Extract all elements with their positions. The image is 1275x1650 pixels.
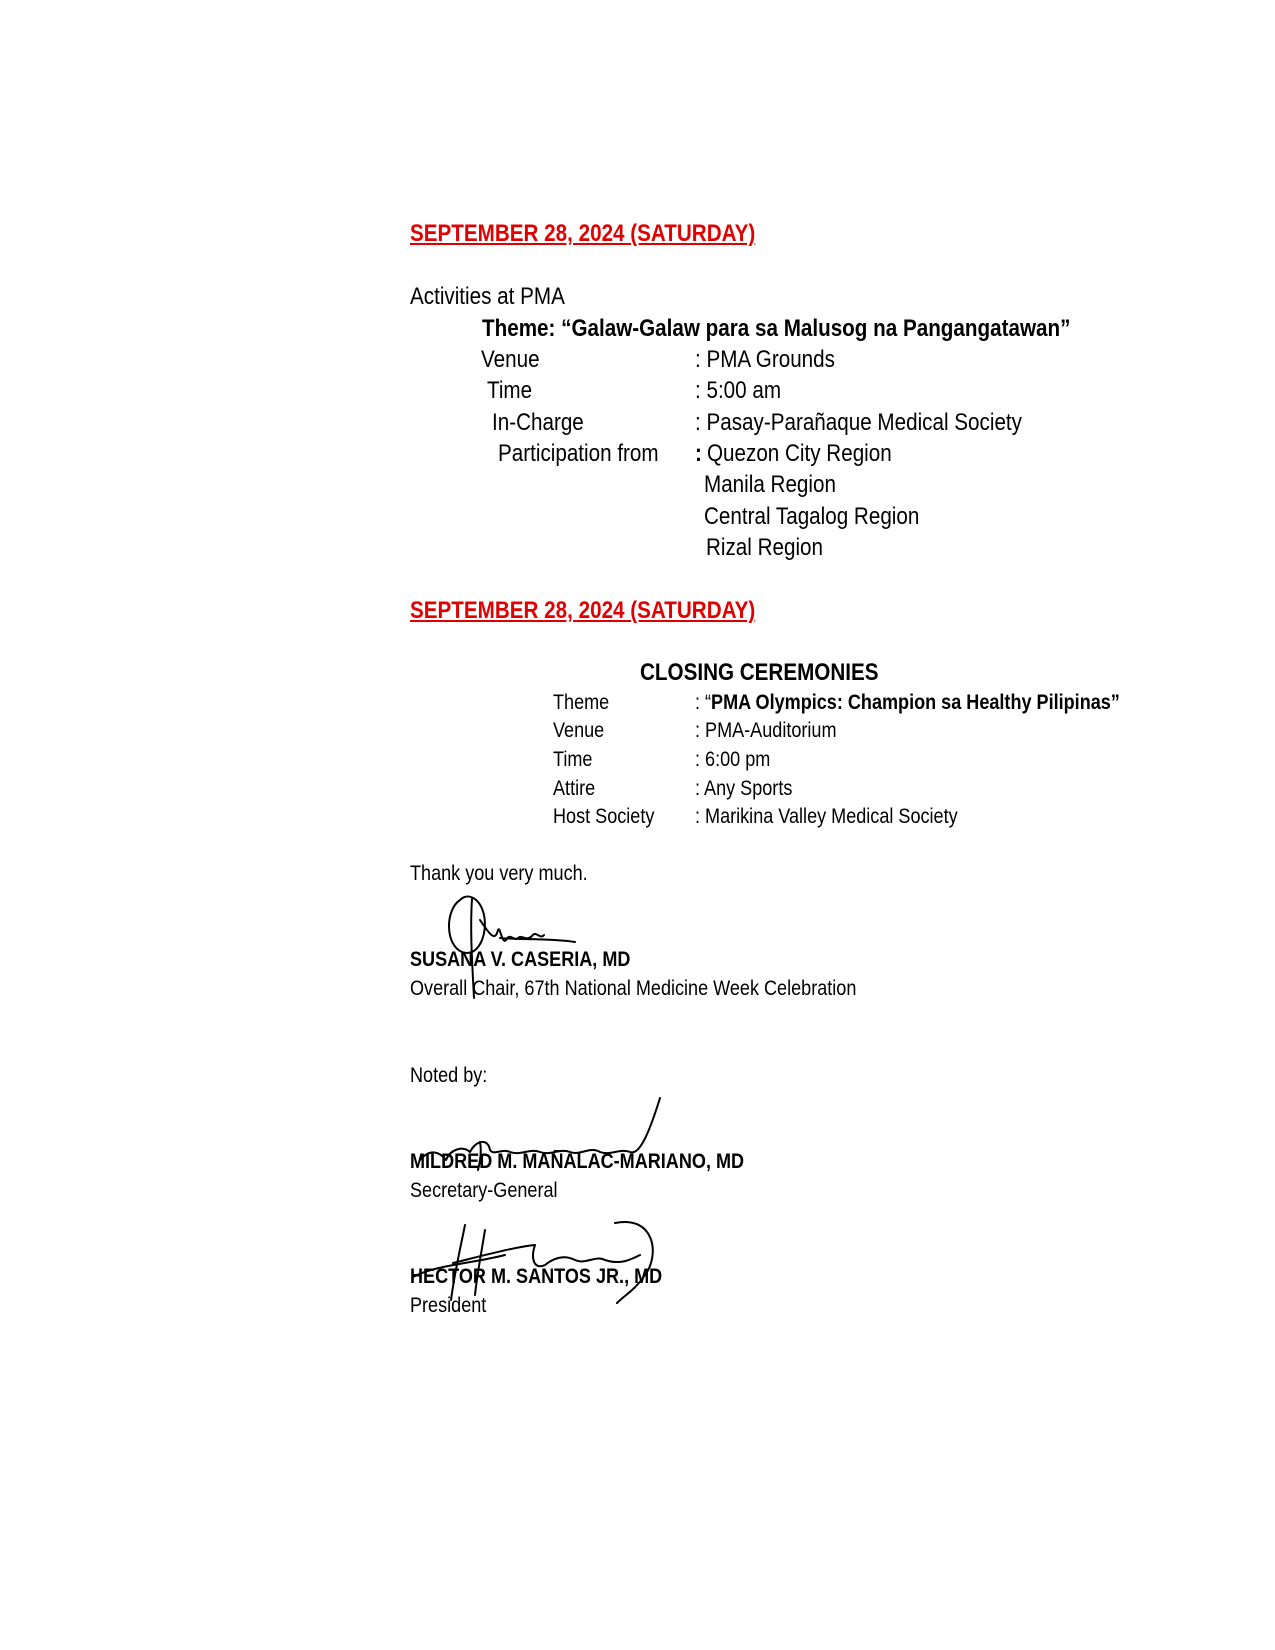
closing-theme-prefix: : “ <box>695 691 712 714</box>
section1-theme: Theme: “Galaw-Galaw para sa Malusog na Pangangatawan” <box>482 315 1071 342</box>
in-charge-label: In-Charge <box>492 409 584 436</box>
time-label: Time <box>487 377 533 404</box>
closing-theme-value <box>695 691 1120 715</box>
venue-label: Venue <box>481 346 540 373</box>
closing-theme-text: PMA Olympics: Champion sa Healthy Pilipinas” <box>711 691 1120 714</box>
in-charge-value: : Pasay-Parañaque Medical Society <box>695 409 1022 436</box>
closing-venue-label: Venue <box>553 719 605 742</box>
noted-by-label: Noted by: <box>410 1064 488 1087</box>
section1-date-heading: SEPTEMBER 28, 2024 (SATURDAY) <box>410 220 756 247</box>
closing-attire-value: : Any Sports <box>695 777 793 800</box>
closing-host-label: Host Society <box>553 805 655 828</box>
region-item: Central Tagalog Region <box>704 503 920 530</box>
closing-venue-value: : PMA-Auditorium <box>695 719 837 742</box>
time-value: : 5:00 am <box>695 377 782 404</box>
closing-time-label: Time <box>553 748 593 771</box>
signatory2-title: Secretary-General <box>410 1179 558 1202</box>
closing-time-value: : 6:00 pm <box>695 748 771 771</box>
signatory3-title: President <box>410 1294 487 1317</box>
signatory1-name: SUSANA V. CASERIA, MD <box>410 948 631 971</box>
section2-date-heading: SEPTEMBER 28, 2024 (SATURDAY) <box>410 597 756 624</box>
region-item: Manila Region <box>704 471 836 498</box>
participation-label: Participation from <box>498 440 659 467</box>
venue-value: : PMA Grounds <box>695 346 835 373</box>
thank-you-text: Thank you very much. <box>410 862 588 885</box>
closing-host-value: : Marikina Valley Medical Society <box>695 805 958 828</box>
signatory3-name: HECTOR M. SANTOS JR., MD <box>410 1265 663 1288</box>
closing-ceremonies-title: CLOSING CEREMONIES <box>640 659 879 686</box>
closing-theme-label: Theme <box>553 691 610 714</box>
signatory1-title: Overall Chair, 67th National Medicine Week Celebration <box>410 977 857 1000</box>
signatory2-name: MILDRED M. MAÑALAC-MARIANO, MD <box>410 1150 745 1173</box>
region-item: Quezon City Region <box>707 440 892 467</box>
closing-attire-label: Attire <box>553 777 596 800</box>
region-item: Rizal Region <box>706 534 824 561</box>
activities-label: Activities at PMA <box>410 283 565 310</box>
participation-colon: : <box>695 440 702 467</box>
